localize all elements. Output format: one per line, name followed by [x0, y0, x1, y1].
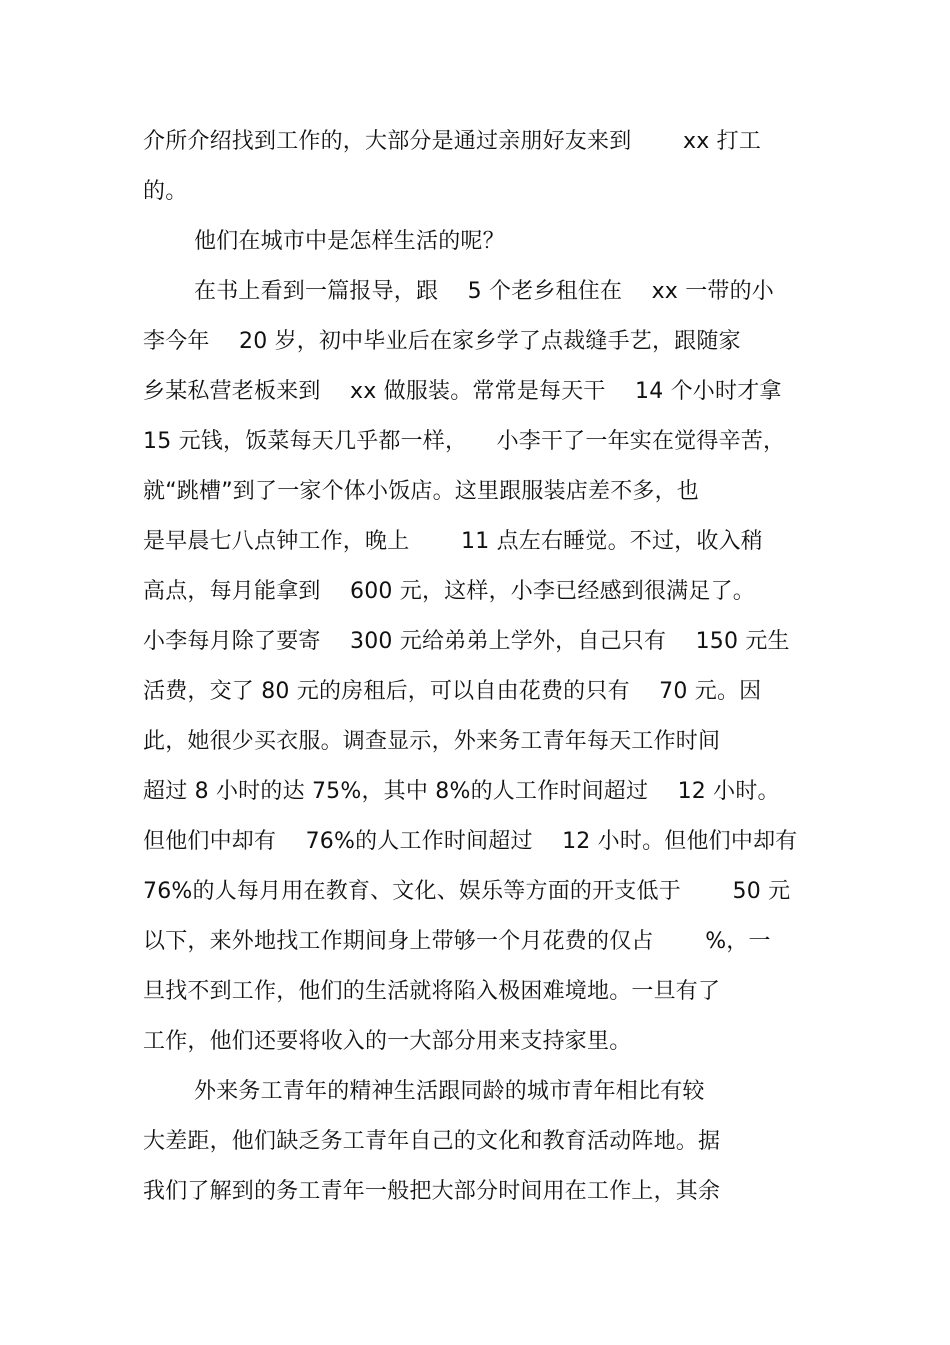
text-line: 就“跳槽”到了一家个体小饭店。这里跟服装店差不多，也: [143, 479, 699, 504]
text-line: 李今年 20 岁，初中毕业后在家乡学了点裁缝手艺，跟随家: [143, 329, 741, 354]
text-line: 是早晨七八点钟工作，晚上 11 点左右睡觉。不过，收入稍: [143, 529, 763, 554]
text-line: 小李每月除了要寄 300 元给弟弟上学外，自己只有 150 元生: [143, 629, 790, 654]
text-line: 外来务工青年的精神生活跟同龄的城市青年相比有较: [194, 1079, 705, 1104]
text-line: 15 元钱，饭菜每天几乎都一样， 小李干了一年实在觉得辛苦，: [143, 429, 786, 454]
text-line: 以下，来外地找工作期间身上带够一个月花费的仅占 %，一: [143, 929, 771, 954]
text-line: 高点，每月能拿到 600 元，这样，小李已经感到很满足了。: [143, 579, 755, 604]
text-line: 我们了解到的务工青年一般把大部分时间用在工作上，其余: [143, 1179, 721, 1204]
text-line: 在书上看到一篇报导，跟 5 个老乡租住在 xx 一带的小: [194, 279, 775, 304]
text-line: 76%的人每月用在教育、文化、娱乐等方面的开支低于 50 元: [143, 879, 791, 904]
text-line: 的。: [143, 179, 188, 204]
text-line: 介所介绍找到工作的，大部分是通过亲朋好友来到 xx 打工: [143, 129, 762, 154]
text-line: 超过 8 小时的达 75%，其中 8%的人工作时间超过 12 小时。: [143, 779, 780, 804]
text-line: 活费，交了 80 元的房租后，可以自由花费的只有 70 元。因: [143, 679, 762, 704]
text-line: 大差距，他们缺乏务工青年自己的文化和教育活动阵地。据: [143, 1129, 721, 1154]
text-line: 旦找不到工作，他们的生活就将陷入极困难境地。一旦有了: [143, 979, 721, 1004]
text-line: 工作，他们还要将收入的一大部分用来支持家里。: [143, 1029, 632, 1054]
text-line: 但他们中却有 76%的人工作时间超过 12 小时。但他们中却有: [143, 829, 798, 854]
text-line: 乡某私营老板来到 xx 做服装。常常是每天干 14 个小时才拿: [143, 379, 782, 404]
text-line: 此，她很少买衣服。调查显示，外来务工青年每天工作时间: [143, 729, 721, 754]
text-line: 他们在城市中是怎样生活的呢？: [194, 229, 505, 254]
